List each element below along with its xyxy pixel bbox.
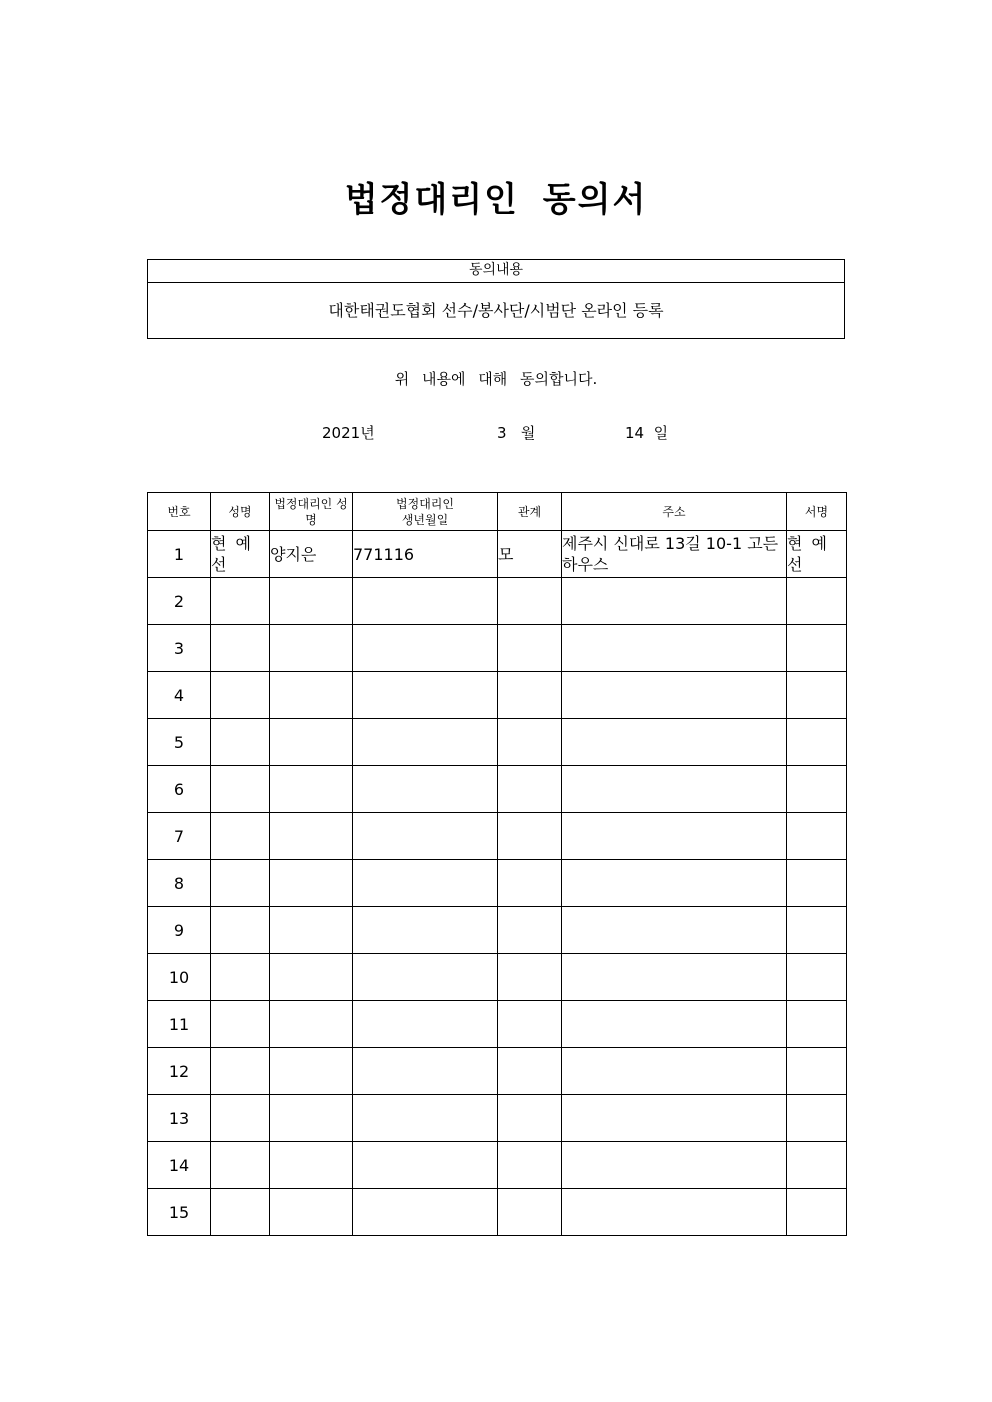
header-guardian-name: 법정대리인 성명 <box>270 493 353 531</box>
row-number: 5 <box>148 719 211 766</box>
row-relation <box>498 1142 562 1189</box>
row-signature <box>787 672 847 719</box>
row-guardian-name <box>270 1142 353 1189</box>
row-number: 1 <box>148 531 211 578</box>
header-guardian-birth: 법정대리인 생년월일 <box>353 493 498 531</box>
row-guardian-birth <box>353 1048 498 1095</box>
row-guardian-birth <box>353 907 498 954</box>
table-row <box>148 578 847 625</box>
header-relation: 관계 <box>498 493 562 531</box>
consent-box-content: 대한태권도협회 선수/봉사단/시범단 온라인 등록 <box>328 301 664 320</box>
row-name: 현예선 <box>211 531 270 578</box>
row-number: 2 <box>148 578 211 625</box>
row-address <box>562 860 787 907</box>
table-row <box>148 907 847 954</box>
row-relation <box>498 672 562 719</box>
row-address <box>562 907 787 954</box>
table-row <box>148 1001 847 1048</box>
header-signature: 서명 <box>787 493 847 531</box>
row-guardian-name <box>270 672 353 719</box>
row-guardian-name <box>270 1048 353 1095</box>
row-relation <box>498 1001 562 1048</box>
row-address <box>562 719 787 766</box>
row-number: 8 <box>148 860 211 907</box>
row-guardian-birth <box>353 813 498 860</box>
row-relation <box>498 813 562 860</box>
row-relation <box>498 860 562 907</box>
table-row <box>148 719 847 766</box>
row-relation <box>498 1095 562 1142</box>
row-signature <box>787 1142 847 1189</box>
row-address <box>562 1095 787 1142</box>
row-name <box>211 954 270 1001</box>
row-name <box>211 1142 270 1189</box>
table-row <box>148 1095 847 1142</box>
table-row <box>148 766 847 813</box>
row-address <box>562 1048 787 1095</box>
row-relation <box>498 625 562 672</box>
table-row <box>148 1189 847 1236</box>
row-name <box>211 578 270 625</box>
row-address <box>562 813 787 860</box>
table-header-row <box>148 493 847 531</box>
row-number: 3 <box>148 625 211 672</box>
table-row <box>148 860 847 907</box>
row-guardian-birth <box>353 1142 498 1189</box>
row-name <box>211 672 270 719</box>
date-day-value: 14 <box>625 424 645 442</box>
row-number: 11 <box>148 1001 211 1048</box>
row-signature <box>787 766 847 813</box>
row-number: 4 <box>148 672 211 719</box>
date-day-unit: 일 <box>653 424 669 442</box>
row-guardian-name <box>270 1001 353 1048</box>
row-guardian-name: 양지은 <box>270 531 353 578</box>
row-relation <box>498 907 562 954</box>
table-row <box>148 1048 847 1095</box>
row-guardian-birth <box>353 1001 498 1048</box>
row-guardian-name <box>270 813 353 860</box>
table-row <box>148 1142 847 1189</box>
row-signature <box>787 860 847 907</box>
row-signature <box>787 578 847 625</box>
row-guardian-birth: 771116 <box>353 531 498 578</box>
row-number: 9 <box>148 907 211 954</box>
row-relation <box>498 578 562 625</box>
row-guardian-name <box>270 766 353 813</box>
row-name <box>211 1001 270 1048</box>
row-signature <box>787 907 847 954</box>
row-relation <box>498 1189 562 1236</box>
table-row <box>148 813 847 860</box>
row-relation <box>498 954 562 1001</box>
row-signature <box>787 813 847 860</box>
row-name <box>211 1095 270 1142</box>
row-address: 제주시 신대로 13길 10-1 고든하우스 <box>562 531 787 578</box>
row-relation <box>498 1048 562 1095</box>
row-guardian-birth <box>353 672 498 719</box>
row-number: 10 <box>148 954 211 1001</box>
row-guardian-birth <box>353 766 498 813</box>
date-year-unit: 년 <box>360 424 375 442</box>
page-title: 법정대리인 동의서 <box>344 180 648 220</box>
row-guardian-birth <box>353 1095 498 1142</box>
date-day <box>625 422 668 443</box>
table-row <box>148 954 847 1001</box>
row-guardian-birth <box>353 578 498 625</box>
row-name <box>211 766 270 813</box>
row-guardian-birth <box>353 860 498 907</box>
row-number: 15 <box>148 1189 211 1236</box>
date-month-unit: 월 <box>520 424 536 442</box>
row-name <box>211 719 270 766</box>
table-row <box>148 672 847 719</box>
row-relation <box>498 719 562 766</box>
row-guardian-name <box>270 954 353 1001</box>
row-address <box>562 1189 787 1236</box>
row-name <box>211 625 270 672</box>
row-address <box>562 766 787 813</box>
header-number: 번호 <box>148 493 211 531</box>
row-guardian-name <box>270 625 353 672</box>
row-guardian-name <box>270 578 353 625</box>
table-row <box>148 531 847 578</box>
guardian-consent-table <box>147 492 847 1236</box>
row-address <box>562 1142 787 1189</box>
row-number: 12 <box>148 1048 211 1095</box>
row-address <box>562 954 787 1001</box>
row-guardian-birth <box>353 954 498 1001</box>
date-month-value: 3 <box>497 424 507 442</box>
row-signature <box>787 1189 847 1236</box>
row-signature: 현예선 <box>787 531 847 578</box>
row-address <box>562 625 787 672</box>
row-address <box>562 578 787 625</box>
agreement-statement: 위 내용에 대해 동의합니다. <box>394 370 598 388</box>
row-guardian-name <box>270 860 353 907</box>
date-year-value: 2021 <box>322 424 361 442</box>
row-name <box>211 1048 270 1095</box>
row-name <box>211 860 270 907</box>
date-year <box>322 422 375 443</box>
row-guardian-name <box>270 1189 353 1236</box>
row-guardian-name <box>270 1095 353 1142</box>
row-address <box>562 1001 787 1048</box>
row-number: 7 <box>148 813 211 860</box>
row-signature <box>787 625 847 672</box>
row-guardian-birth <box>353 1189 498 1236</box>
row-relation: 모 <box>498 531 562 578</box>
row-guardian-name <box>270 907 353 954</box>
consent-box <box>147 259 845 339</box>
row-guardian-birth <box>353 719 498 766</box>
row-number: 14 <box>148 1142 211 1189</box>
date-month <box>497 422 535 443</box>
header-name: 성명 <box>211 493 270 531</box>
header-address: 주소 <box>562 493 787 531</box>
row-name <box>211 813 270 860</box>
row-signature <box>787 719 847 766</box>
row-number: 6 <box>148 766 211 813</box>
row-guardian-birth <box>353 625 498 672</box>
row-relation <box>498 766 562 813</box>
row-signature <box>787 1001 847 1048</box>
row-signature <box>787 954 847 1001</box>
row-name <box>211 1189 270 1236</box>
row-name <box>211 907 270 954</box>
table-row <box>148 625 847 672</box>
row-guardian-name <box>270 719 353 766</box>
row-number: 13 <box>148 1095 211 1142</box>
row-signature <box>787 1048 847 1095</box>
row-address <box>562 672 787 719</box>
row-signature <box>787 1095 847 1142</box>
consent-box-header: 동의내용 <box>148 260 844 283</box>
